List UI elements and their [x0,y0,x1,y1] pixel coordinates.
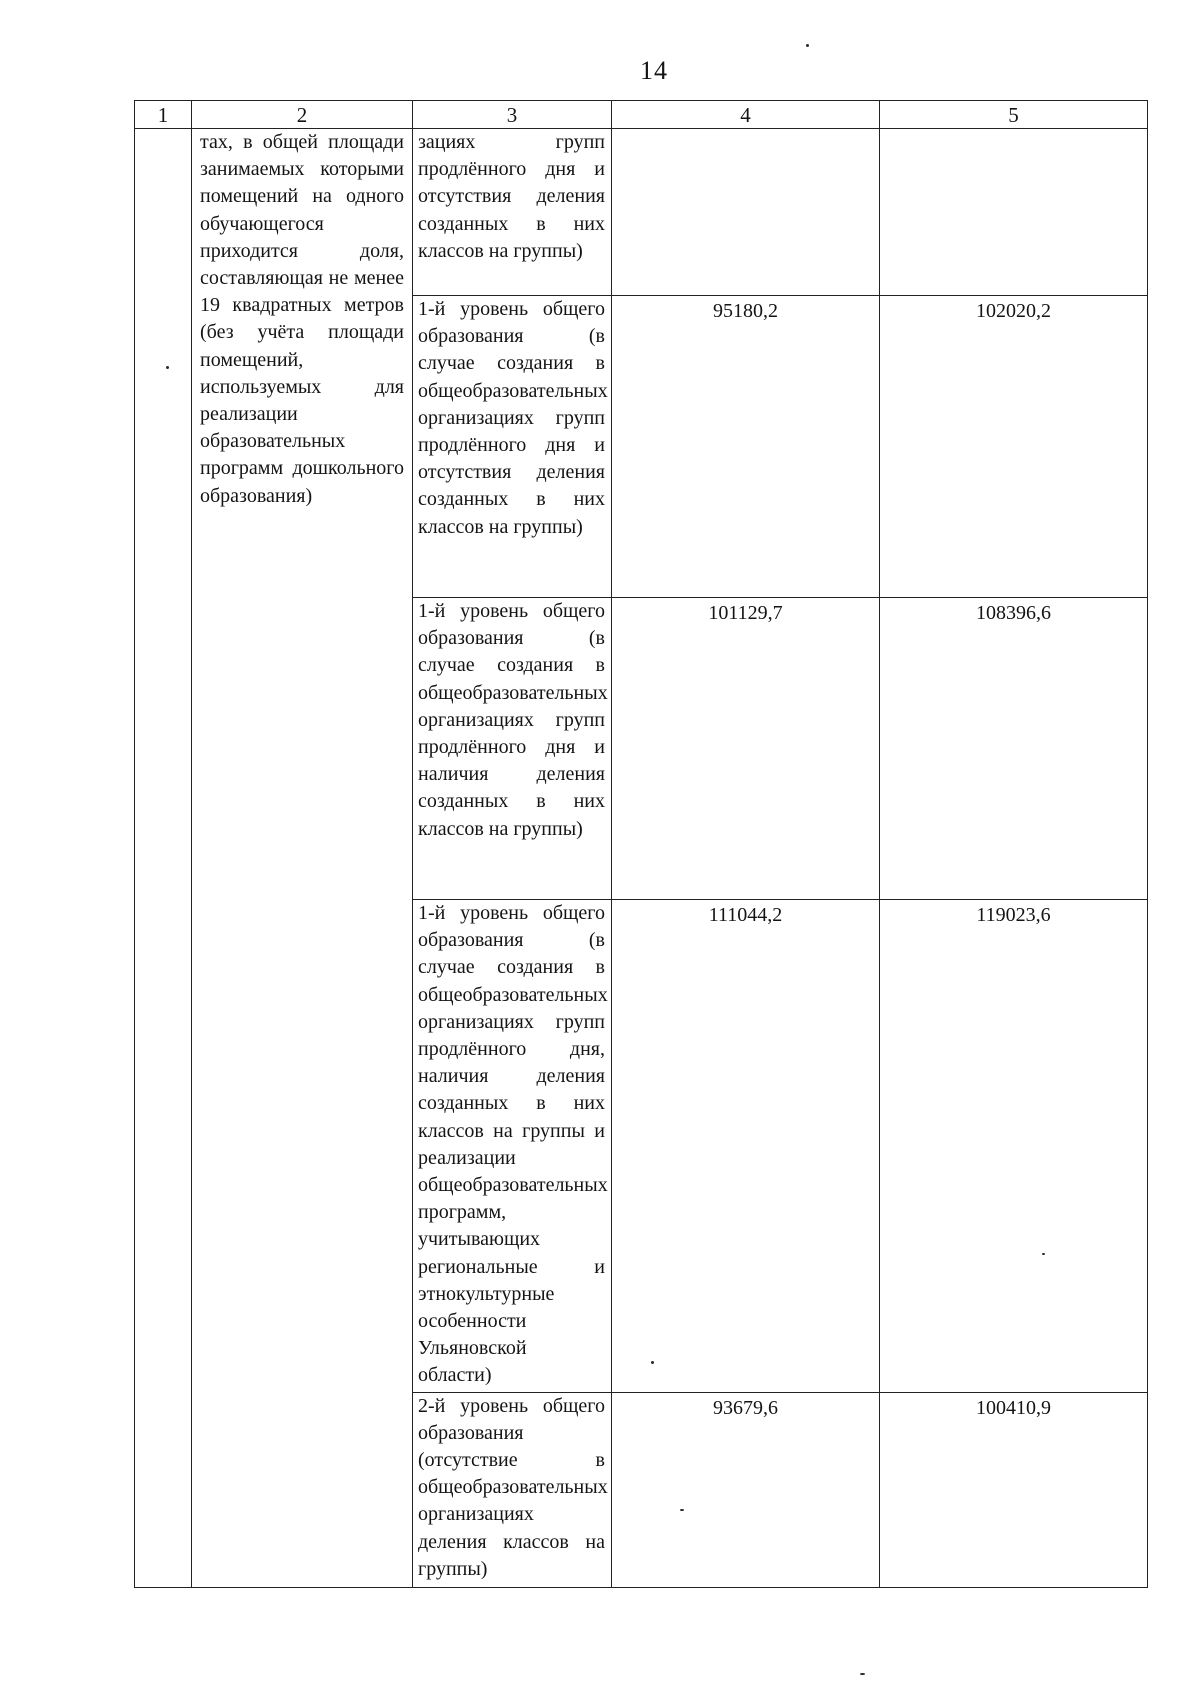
header-row [135,101,1148,129]
value-col4: 95180,2 [713,300,778,322]
value-cell [612,900,880,1393]
value-col5: 100410,9 [976,1396,1051,1419]
value-cell [612,598,880,900]
row-number-cell [135,129,192,1588]
column-header: 1 [135,101,192,129]
table-row [135,129,1148,296]
value-col4: 93679,6 [713,1396,778,1419]
level-cell [413,129,612,296]
value-cell [880,129,1148,296]
value-cell [612,129,880,296]
data-table [134,100,1148,1588]
column-header: 3 [413,101,612,129]
scan-speck [860,1673,865,1675]
level-text: зациях групп продлённого дня и отсутствия деления созданных в них классов на группы) [418,131,605,262]
column-header: 4 [612,101,880,129]
level-cell [413,1392,612,1587]
value-col4 [612,129,879,131]
level-text: 1-й уровень общего образования (в случае создания в общеобразовательных организациях групп продлённого дня и наличия деления созданных в них классов на группы) [418,600,608,840]
value-col4: 111044,2 [708,904,783,926]
value-cell [880,1392,1148,1587]
value-cell [880,900,1148,1393]
level-cell [413,900,612,1393]
value-cell [612,296,880,598]
column-header: 2 [192,101,413,129]
indicator-text: тах, в общей площади занимаемых которыми помещений на одного обучающегося приходится доля, составляющая не менее 19 квадратных метров (без учёта площади помещений, используемых для реализации образовательных программ дошкольного образования) [200,131,404,507]
level-cell [413,296,612,598]
value-col5: 119023,6 [976,904,1051,926]
level-cell [413,598,612,900]
value-col5: 108396,6 [976,602,1051,624]
value-cell [612,1392,880,1587]
scan-speck [806,44,809,47]
value-cell [880,598,1148,900]
level-text: 1-й уровень общего образования (в случае создания в общеобразовательных организациях групп продлённого дня, наличия деления созданных в них классов на группы и реализации общеобразовательных программ, учитывающих региональные и этнокультурные особенности Ульяновской области) [418,902,608,1387]
indicator-cell [192,129,413,1588]
page-number: 14 [640,56,668,85]
level-text: 2-й уровень общего образования (отсутствие в общеобразовательных организациях деления классов на группы) [418,1394,608,1580]
column-header: 5 [880,101,1148,129]
value-col4: 101129,7 [708,602,783,624]
value-cell [880,296,1148,598]
value-col5 [880,129,1147,131]
value-col5: 102020,2 [976,300,1051,322]
level-text: 1-й уровень общего образования (в случае создания в общеобразовательных организациях групп продлённого дня и отсутствия деления созданных в них классов на группы) [418,298,608,538]
